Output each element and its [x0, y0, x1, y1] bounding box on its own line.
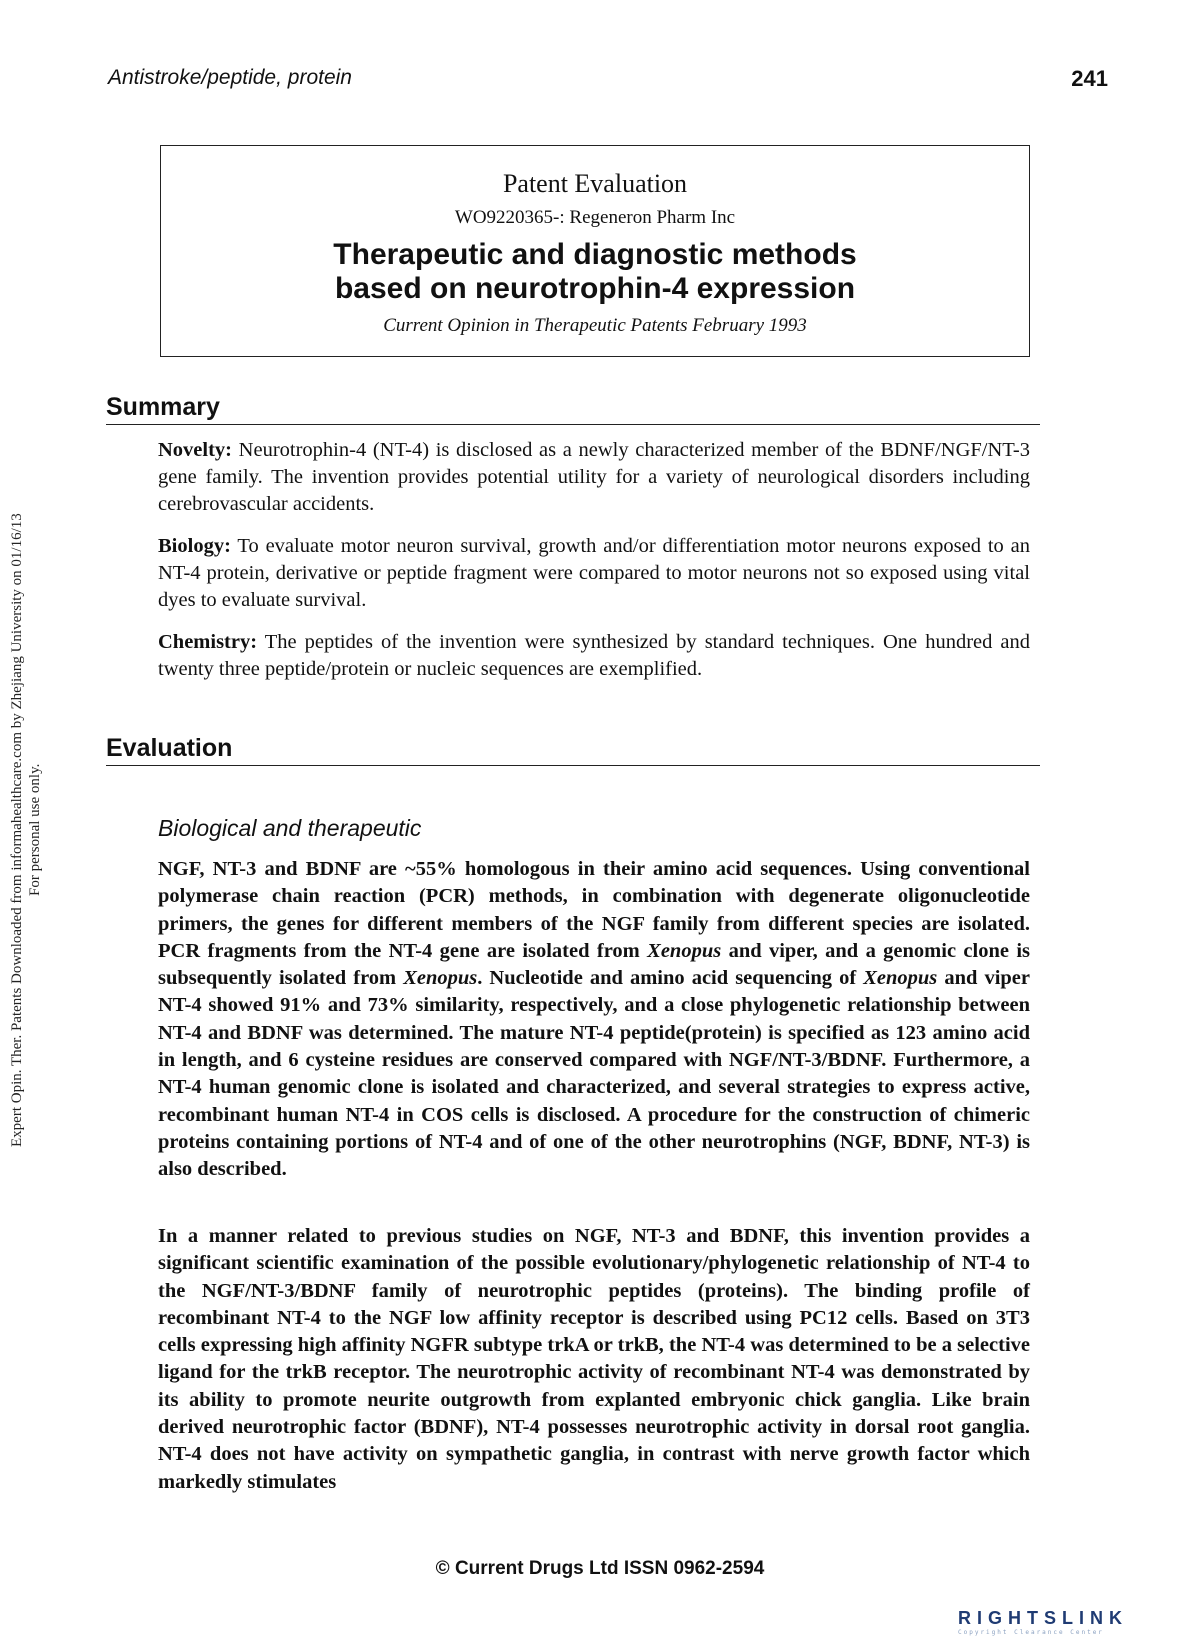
- para1-text-3: . Nucleotide and amino acid sequencing of: [477, 967, 864, 990]
- para1-species-1: Xenopus: [647, 939, 722, 962]
- para1-text-4: and viper NT-4 showed 91% and 73% similarity, respectively, and a close phylogenetic relationship between NT-4 and BDNF was determined. The mature NT-4 peptide(protein) is specified as 123 amino acid in length, and 6 cysteine residues are conserved compared with NGF/NT-3/BDNF. Furthermore, a NT-4 human genomic clone is isolated and characterized, and several strategies to express active, recombinant human NT-4 in COS cells is disclosed. A procedure for the construction of chimeric proteins containing portions of NT-4 and of one of the other neurotrophins (NGF, BDNF, NT-3) is also described.: [158, 967, 1030, 1181]
- novelty-label: Novelty:: [158, 439, 233, 461]
- watermark-line-1: Expert Opin. Ther. Patents Downloaded from informahealthcare.com by Zhejiang University on 01/16/13: [9, 513, 25, 1147]
- running-header: [108, 66, 1108, 98]
- novelty-paragraph: [158, 437, 1030, 518]
- running-title: Antistroke/peptide, protein: [108, 66, 352, 89]
- rightslink-subtext: Copyright Clearance Center: [958, 1629, 1104, 1636]
- chemistry-paragraph: [158, 629, 1030, 683]
- para1-species-3: Xenopus: [863, 967, 938, 990]
- novelty-text: Neurotrophin-4 (NT-4) is disclosed as a newly characterized member of the BDNF/NGF/NT-3 gene family. The invention provides potential utility for a variety of neurological disorders including cerebrovascular accidents.: [158, 439, 1030, 515]
- biological-therapeutic-subheading: Biological and therapeutic: [158, 815, 422, 841]
- para1-text-1: NGF, NT-3 and BDNF are ~55% homologous in their amino acid sequences. Using conventional polymerase chain reaction (PCR) methods, in combination with degenerate oligonucleotide primers, the genes for different members of the NGF family from different species are isolated. PCR fragments from the NT-4 gene are isolated from: [158, 858, 1030, 962]
- evaluation-paragraph-1: [158, 856, 1030, 1184]
- rightslink-logo[interactable]: [958, 1608, 1178, 1642]
- evaluation-heading: Evaluation: [106, 733, 1040, 766]
- summary-heading: Summary: [106, 392, 1040, 425]
- box-heading: Patent Evaluation: [502, 169, 688, 198]
- page-number: 241: [1071, 66, 1108, 91]
- title-box: [160, 145, 1030, 357]
- rightslink-logo-text: RIGHTSLINK: [958, 1608, 1128, 1628]
- biology-label: Biology:: [158, 535, 231, 557]
- biology-text: To evaluate motor neuron survival, growth and/or differentiation motor neurons exposed to an NT-4 protein, derivative or peptide fragment were compared to motor neurons not so exposed using vital dyes to evaluate survival.: [158, 535, 1030, 611]
- article-title-line-1: Therapeutic and diagnostic methods: [333, 238, 857, 271]
- article-title-line-2: based on neurotrophin-4 expression: [334, 272, 856, 305]
- download-watermark: [8, 470, 44, 1190]
- watermark-line-2: For personal use only.: [27, 763, 43, 897]
- para1-species-2: Xenopus: [403, 967, 478, 990]
- chemistry-text: The peptides of the invention were synthesized by standard techniques. One hundred and twenty three peptide/protein or nucleic sequences are exemplified.: [158, 631, 1030, 680]
- biology-paragraph: [158, 533, 1030, 614]
- chemistry-label: Chemistry:: [158, 631, 258, 653]
- evaluation-paragraph-2: In a manner related to previous studies on NGF, NT-3 and BDNF, this invention provides a significant scientific examination of the possible evolutionary/phylogenetic relationship of NT-4 to the NGF/NT-3/BDNF family of neurotrophic peptides (proteins). The binding profile of recombinant NT-4 to the NGF low affinity receptor is described using PC12 cells. Based on 3T3 cells expressing high affinity NGFR subtype trkA or trkB, the NT-4 was determined to be a selective ligand for the trkB receptor. The neurotrophic activity of recombinant NT-4 was demonstrated by its ability to promote neurite outgrowth from explanted embryonic chick ganglia. Like brain derived neurotrophic factor (BDNF), NT-4 possesses neurotrophic activity in dorsal root ganglia. NT-4 does not have activity on sympathetic ganglia, in contrast with nerve growth factor which markedly stimulates: [158, 1225, 1030, 1493]
- source-citation: Current Opinion in Therapeutic Patents February 1993: [383, 315, 807, 336]
- para1-text-2: and viper, and a genomic clone is subsequently isolated from: [158, 939, 1031, 990]
- copyright-footer: © Current Drugs Ltd ISSN 0962-2594: [435, 1558, 765, 1579]
- article-title: [161, 238, 1029, 306]
- patent-number: WO9220365-: Regeneron Pharm Inc: [454, 207, 736, 228]
